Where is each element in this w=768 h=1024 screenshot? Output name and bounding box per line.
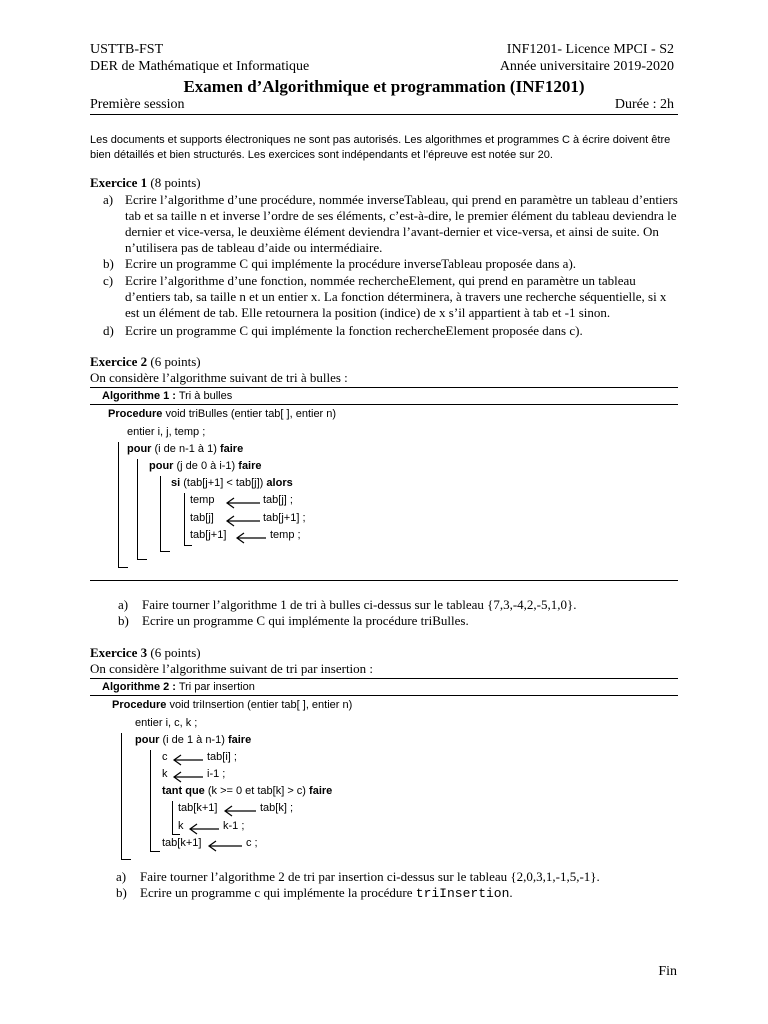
algo2-assign-1-rhs: tab[i] ; <box>207 751 237 763</box>
ex2-qb-label: b) <box>118 613 129 628</box>
algo2-assign-3-rhs: tab[k] ; <box>260 802 294 814</box>
algo1-for-inner-cond: (j de 0 à i-1) <box>176 460 236 472</box>
algo1-assign-1-rhs: tab[j] ; <box>263 494 293 506</box>
algo1-bracket-inner <box>160 476 161 551</box>
algo1-bottom-rule <box>90 580 678 581</box>
algo2-while-faire: faire <box>309 785 333 797</box>
header-institution: USTTB-FST <box>90 42 164 57</box>
algo2-proc-keyword: Procedure <box>112 699 167 711</box>
ex3-qb-end: . <box>509 885 513 900</box>
ex1-b-line-1: Ecrire un programme C qui implémente la procédure inverseTableau proposée dans a). <box>125 256 577 271</box>
ex2-title: Exercice 2 <box>90 354 148 369</box>
algo1-for-outer-cond: (i de n-1 à 1) <box>154 443 217 455</box>
header-department: DER de Mathématique et Informatique <box>90 59 310 74</box>
algo2-while <box>162 785 332 797</box>
algo2-bracket-for-foot <box>150 851 160 852</box>
algo1-caption-rule <box>90 404 678 405</box>
ex3-qb-code: triInsertion <box>415 886 510 901</box>
header-divider <box>90 114 678 115</box>
ex1-points: (8 points) <box>150 175 201 190</box>
ex2-qa: Faire tourner l’algorithme 1 de tri à bulles ci-dessus sur le tableau {7,3,-4,2,-5,1,0}. <box>142 597 577 612</box>
ex2-intro: On considère l’algorithme suivant de tri à bulles : <box>90 370 348 385</box>
ex1-a-line-2: tab et sa taille n et inverse l’ordre de ses éléments, c’est-à-dire, le premier élément du tableau deviendra le <box>125 208 677 223</box>
ex1-c-line-3: est un élément de tab. Elle retournera la position (indice) de x s’il appartient à tab et -1 sinon. <box>125 305 611 320</box>
algo2-assign-5-rhs: c ; <box>246 837 258 849</box>
algo1-bracket-proc <box>118 442 119 567</box>
ex1-c-line-2: d’entiers tab, sa taille n et un entier x. La fonction déterminera, à travers une recherche séquentielle, si x <box>125 289 667 304</box>
duration-label: Durée : 2h <box>614 97 674 112</box>
algo1-for-outer <box>127 443 243 455</box>
ex2-points: (6 points) <box>150 354 201 369</box>
algo1-bracket-outer <box>137 459 138 559</box>
algo2-assign-2-rhs: i-1 ; <box>207 768 226 780</box>
algo1-bracket-outer-foot <box>137 559 147 560</box>
algo2-for-faire: faire <box>227 734 252 746</box>
algo2-proc-signature: void triInsertion (entier tab[ ], entier n) <box>169 699 353 711</box>
algo1-for-outer-keyword: pour <box>127 443 152 455</box>
algo2-bracket-proc <box>121 733 122 859</box>
algo2-assign-4-lhs: k <box>178 820 184 832</box>
algo1-caption <box>102 390 232 402</box>
ex1-d-label: d) <box>103 323 114 338</box>
algo2-assign-2-arrow-icon <box>171 771 205 783</box>
algo1-assign-2-lhs: tab[j] <box>190 512 214 524</box>
algo2-for-cond: (i de 1 à n-1) <box>162 734 225 746</box>
algo1-signature <box>108 408 336 420</box>
session-label: Première session <box>90 97 185 112</box>
algo2-caption <box>102 681 255 693</box>
algo2-bracket-proc-foot <box>121 859 131 860</box>
algo1-name: Tri à bulles <box>178 390 233 402</box>
algo1-for-inner-faire: faire <box>238 460 262 472</box>
algo1-assign-1-lhs: temp <box>190 494 215 506</box>
ex1-d-line-1: Ecrire un programme C qui implémente la fonction rechercheElement proposée dans c). <box>125 323 583 338</box>
algo1-assign-2-arrow-icon <box>224 515 262 527</box>
algo2-bracket-while-foot <box>172 834 180 835</box>
algo1-if-cond: (tab[j+1] < tab[j]) <box>183 477 264 489</box>
ex3-qa: Faire tourner l’algorithme 2 de tri par insertion ci-dessus sur le tableau {2,0,3,1,-1,5,-1}. <box>140 869 600 884</box>
ex2-qa-label: a) <box>118 597 129 612</box>
ex1-c-label: c) <box>103 273 114 288</box>
algo2-bracket-for <box>150 750 151 851</box>
end-marker: Fin <box>658 964 677 979</box>
algo2-while-keyword: tant que <box>162 785 205 797</box>
intro-line-1: Les documents et supports électroniques ne sont pas autorisés. Les algorithmes et programmes C à écrire doivent être <box>90 134 671 146</box>
algo2-assign-3-lhs: tab[k+1] <box>178 802 218 814</box>
algo2-assign-3-arrow-icon <box>222 805 258 817</box>
algo1-declaration: entier i, j, temp ; <box>127 426 206 438</box>
ex1-a-label: a) <box>103 192 114 207</box>
algo2-assign-5-arrow-icon <box>206 840 244 852</box>
algo2-assign-1-arrow-icon <box>171 754 205 766</box>
algo2-for-keyword: pour <box>135 734 160 746</box>
ex1-c-line-1: Ecrire l’algorithme d’une fonction, nommée rechercheElement, qui prend en paramètre un tableau <box>125 273 636 288</box>
algo2-assign-2-lhs: k <box>162 768 168 780</box>
algo1-proc-keyword: Procedure <box>108 408 163 420</box>
ex3-qb <box>140 885 513 901</box>
algo1-for-outer-faire: faire <box>219 443 244 455</box>
ex3-qb-label: b) <box>116 885 127 900</box>
algo2-top-rule <box>90 678 678 679</box>
ex3-qb-text: Ecrire un programme c qui implémente la procédure <box>140 885 413 900</box>
algo1-bracket-if <box>184 493 185 545</box>
algo2-label: Algorithme 2 : <box>102 681 176 693</box>
algo2-declaration: entier i, c, k ; <box>135 717 198 729</box>
ex1-a-line-4: n’utilisera pas de tableau d’aide ou intermédiaire. <box>125 240 383 255</box>
algo1-if-keyword: si <box>171 477 181 489</box>
algo2-assign-4-rhs: k-1 ; <box>223 820 245 832</box>
algo1-label: Algorithme 1 : <box>102 390 176 402</box>
algo2-name: Tri par insertion <box>178 681 255 693</box>
algo2-assign-5-lhs: tab[k+1] <box>162 837 202 849</box>
ex1-title: Exercice 1 <box>90 175 148 190</box>
algo1-assign-2-rhs: tab[j+1] ; <box>263 512 306 524</box>
algo1-for-inner-keyword: pour <box>149 460 174 472</box>
algo2-assign-1-lhs: c <box>162 751 168 763</box>
algo1-bracket-inner-foot <box>160 551 170 552</box>
algo1-bracket-proc-foot <box>118 567 128 568</box>
algo1-proc-signature: void triBulles (entier tab[ ], entier n) <box>165 408 337 420</box>
algo2-for <box>135 734 251 746</box>
algo1-top-rule <box>90 387 678 388</box>
algo2-bracket-while <box>172 801 173 834</box>
ex3-title: Exercice 3 <box>90 645 148 660</box>
algo1-assign-3-lhs: tab[j+1] <box>190 529 227 541</box>
algo2-while-cond: (k >= 0 et tab[k] > c) <box>207 785 306 797</box>
algo1-for-inner <box>149 460 262 472</box>
ex2-heading <box>90 354 201 370</box>
algo2-assign-4-arrow-icon <box>187 823 221 835</box>
algo2-caption-rule <box>90 695 678 696</box>
algo2-signature <box>112 699 352 711</box>
ex3-heading <box>90 645 201 661</box>
header-course: INF1201- Licence MPCI - S2 <box>506 42 674 57</box>
intro-line-2: bien détaillés et bien structurés. Les exercices sont indépendants et l’épreuve est notée sur 20. <box>90 149 553 161</box>
ex3-qa-label: a) <box>116 869 127 884</box>
ex3-points: (6 points) <box>150 645 201 660</box>
algo1-assign-1-arrow-icon <box>224 497 262 509</box>
algo1-assign-3-arrow-icon <box>234 532 268 544</box>
algo1-if <box>171 477 293 489</box>
ex1-heading <box>90 175 201 191</box>
header-year: Année universitaire 2019-2020 <box>499 59 674 74</box>
ex1-a-line-3: dernier et vice-versa, le deuxième élément deviendra l’avant-dernier et vice-versa, et ainsi de suite. On <box>125 224 659 239</box>
exam-title: Examen d’Algorithmique et programmation (INF1201) <box>183 77 585 96</box>
algo1-assign-3-rhs: temp ; <box>270 529 301 541</box>
algo1-bracket-if-foot <box>184 545 192 546</box>
ex2-qb: Ecrire un programme C qui implémente la procédure triBulles. <box>142 613 469 628</box>
ex3-intro: On considère l’algorithme suivant de tri par insertion : <box>90 661 374 676</box>
algo1-if-alors: alors <box>266 477 293 489</box>
ex1-b-label: b) <box>103 256 114 271</box>
ex1-a-line-1: Ecrire l’algorithme d’une procédure, nommée inverseTableau, qui prend en paramètre un tableau d’entiers <box>125 192 678 207</box>
